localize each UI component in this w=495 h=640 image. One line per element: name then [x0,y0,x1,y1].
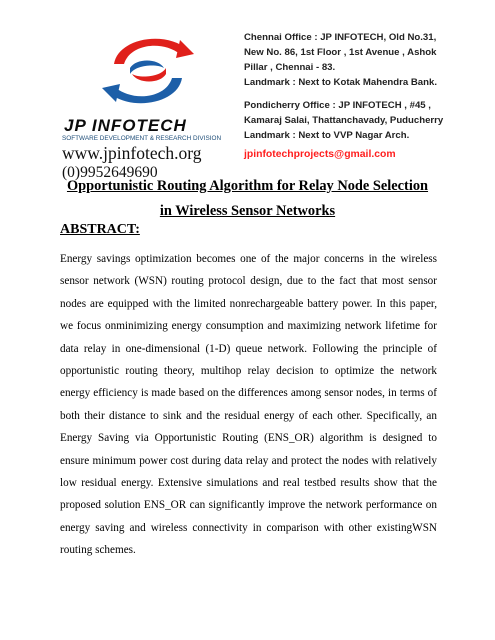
chennai-office-line: Pillar , Chennai - 83. [244,62,336,73]
website-text: www.jpinfotech.org [62,143,202,163]
office-spacer [244,90,454,98]
company-logo [62,24,240,181]
title-line-2: in Wireless Sensor Networks [159,203,336,219]
pondicherry-office-line: Pondicherry Office : JP INFOTECH , #45 , [244,100,431,111]
chennai-office-line: New No. 86, 1st Floor , 1st Avenue , Ashok [244,47,437,58]
pondicherry-office-line: Kamaraj Salai, Thattanchavady, Puducherry [244,115,444,126]
letterhead [62,24,447,181]
chennai-office-line: Chennai Office : JP INFOTECH, Old No.31, [244,32,437,43]
logo-swirl-icon [96,28,200,114]
pondicherry-office-line: Landmark : Next to VVP Nagar Arch. [244,130,410,141]
abstract-body: Energy savings optimization becomes one of the major concerns in the wireless sensor network (WSN) routing protocol design, due to the fact that most sensor nodes are equipped with the limited nonrechargeable battery power. In this paper, we focus onminimizing energy consumption and maximizing network lifetime for data relay in one-dimensional (1-D) queue network. Following the principle of opportunistic routing theory, multihop relay decision to optimize the network energy efficiency is made based on the differences among sensor nodes, in terms of both their distance to sink and the residual energy of each other. Specifically, an Energy Saving via Opportunistic Routing (ENS_OR) algorithm is designed to ensure minimum power cost during data relay and protect the nodes with relatively low residual energy. Extensive simulations and real testbed results show that the proposed solution ENS_OR can significantly improve the network performance on energy saving and wireless connectivity in comparison with other existingWSN routing schemes. [60,253,437,557]
chennai-office-line: Landmark : Next to Kotak Mahendra Bank. [244,77,437,88]
brand-name: JP INFOTECH [64,116,187,135]
abstract-heading: ABSTRACT: [60,222,140,237]
office-addresses [244,30,454,162]
contact-email: jpinfotechprojects@gmail.com [244,149,396,160]
brand-tagline: SOFTWARE DEVELOPMENT & RESEARCH DIVISION [62,135,222,142]
phone-text: (0)9952649690 [62,164,158,181]
title-line-1: Opportunistic Routing Algorithm for Relay Node Selection [66,178,429,194]
paper-title [40,174,455,224]
